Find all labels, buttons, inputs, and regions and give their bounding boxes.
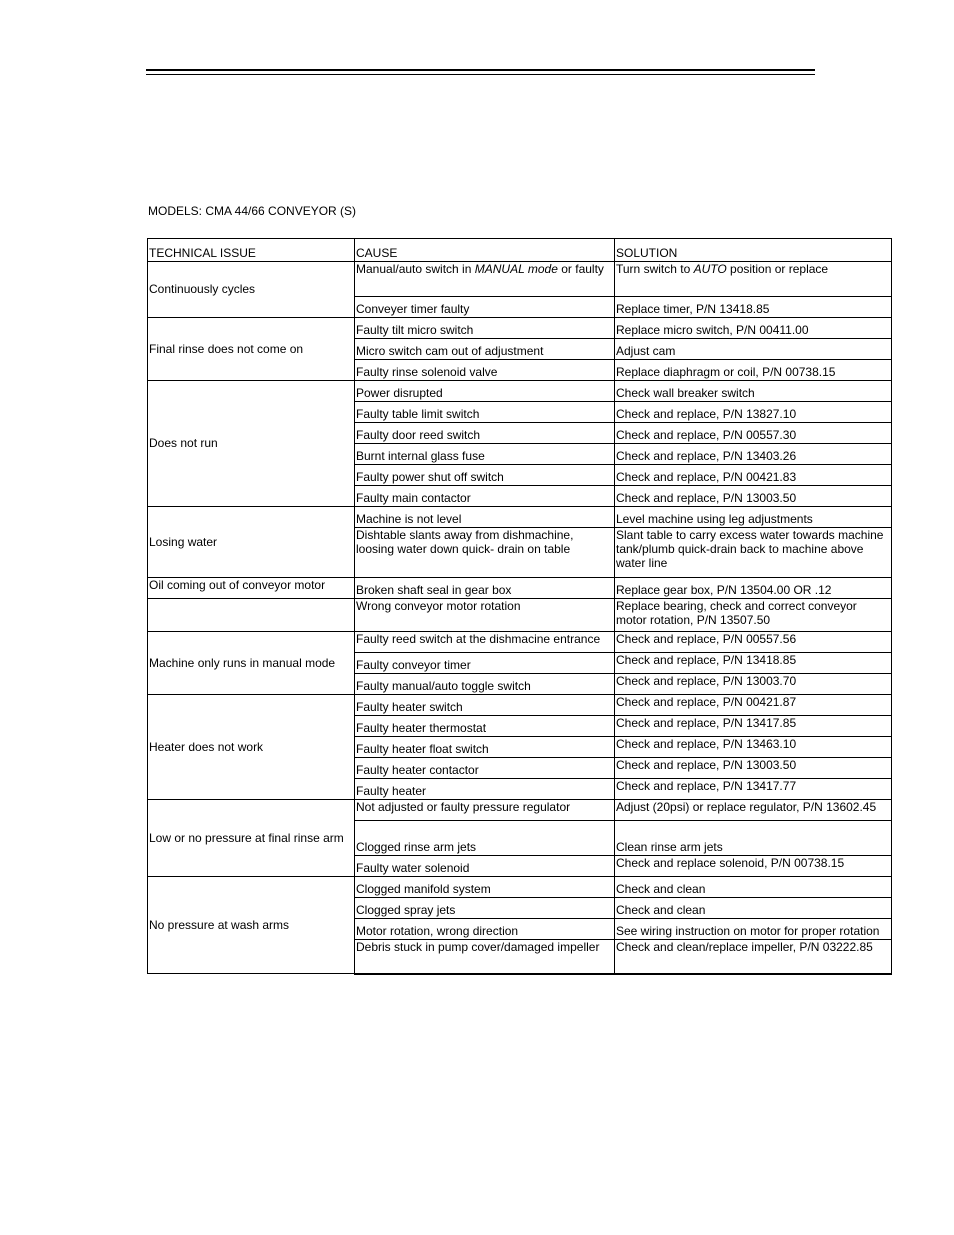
solution-cell: Check and replace, P/N 13417.77 [615,779,892,800]
issue-cell [148,599,355,632]
cause-cell: Faulty power shut off switch [355,465,615,486]
table-row [148,578,892,599]
table-row [148,877,892,898]
header-rule-thin [146,74,815,75]
cause-cell: Micro switch cam out of adjustment [355,339,615,360]
cause-cell: Faulty heater thermostat [355,716,615,737]
header-solution: SOLUTION [615,239,892,262]
cause-cell: Faulty heater contactor [355,758,615,779]
solution-cell: Check and replace, P/N 00557.30 [615,423,892,444]
solution-cell: Check and replace, P/N 13418.85 [615,653,892,674]
solution-cell: Check and replace, P/N 13003.50 [615,758,892,779]
solution-cell: Check and replace solenoid, P/N 00738.15 [615,856,892,877]
solution-cell: Slant table to carry excess water towards machine tank/plumb quick-drain back to machine above water line [615,528,892,578]
cause-cell: Faulty conveyor timer [355,653,615,674]
issue-cell: Oil coming out of conveyor motor [148,578,355,599]
solution-cell: Check and clean/replace impeller, P/N 03222.85 [615,940,892,974]
solution-cell: Replace gear box, P/N 13504.00 OR .12 [615,578,892,599]
solution-cell: Check and replace, P/N 13827.10 [615,402,892,423]
cause-cell: Faulty water solenoid [355,856,615,877]
cause-cell: Clogged manifold system [355,877,615,898]
solution-cell: Replace diaphragm or coil, P/N 00738.15 [615,360,892,381]
cause-cell: Faulty heater float switch [355,737,615,758]
solution-cell: Check wall breaker switch [615,381,892,402]
header-cause: CAUSE [355,239,615,262]
cause-cell: Faulty door reed switch [355,423,615,444]
solution-cell: Check and replace, P/N 00557.56 [615,632,892,653]
solution-cell: Check and replace, P/N 13003.70 [615,674,892,695]
table-header-row [148,239,892,262]
solution-cell: Check and replace, P/N 00421.83 [615,465,892,486]
cause-cell: Broken shaft seal in gear box [355,578,615,599]
solution-cell: Adjust (20psi) or replace regulator, P/N 13602.45 [615,800,892,821]
cause-cell: Faulty main contactor [355,486,615,507]
cause-cell: Faulty reed switch at the dishmacine entrance [355,632,615,653]
solution-cell: Check and replace, P/N 13003.50 [615,486,892,507]
issue-cell: Low or no pressure at final rinse arm [148,800,355,877]
solution-cell: Turn switch to AUTO position or replace [615,262,892,297]
issue-cell: Does not run [148,381,355,507]
solution-cell: Clean rinse arm jets [615,821,892,856]
cause-cell: Clogged rinse arm jets [355,821,615,856]
header-technical-issue: TECHNICAL ISSUE [148,239,355,262]
solution-cell: Check and replace, P/N 13463.10 [615,737,892,758]
solution-cell: Adjust cam [615,339,892,360]
issue-cell: Heater does not work [148,695,355,800]
issue-cell: Continuously cycles [148,262,355,318]
troubleshooting-table [147,238,892,975]
table-row [148,318,892,339]
header-rule-thick [146,69,815,71]
table-row [148,599,892,632]
cause-cell: Conveyer timer faulty [355,297,615,318]
solution-cell: Check and replace, P/N 00421.87 [615,695,892,716]
solution-cell: Check and clean [615,877,892,898]
cause-cell: Wrong conveyor motor rotation [355,599,615,632]
cause-cell: Faulty table limit switch [355,402,615,423]
table-row [148,262,892,297]
cause-cell: Manual/auto switch in MANUAL mode or faulty [355,262,615,297]
issue-cell: No pressure at wash arms [148,877,355,974]
cause-cell: Dishtable slants away from dishmachine, loosing water down quick- drain on table [355,528,615,578]
cause-cell: Faulty rinse solenoid valve [355,360,615,381]
solution-cell: See wiring instruction on motor for proper rotation [615,919,892,940]
cause-cell: Faulty heater [355,779,615,800]
table-row [148,381,892,402]
table-row [148,507,892,528]
solution-cell: Check and replace, P/N 13403.26 [615,444,892,465]
cause-cell: Faulty heater switch [355,695,615,716]
cause-cell: Faulty manual/auto toggle switch [355,674,615,695]
cause-cell: Motor rotation, wrong direction [355,919,615,940]
table-row [148,695,892,716]
issue-cell: Machine only runs in manual mode [148,632,355,695]
cause-cell: Power disrupted [355,381,615,402]
cause-cell: Not adjusted or faulty pressure regulator [355,800,615,821]
solution-cell: Replace bearing, check and correct conveyor motor rotation, P/N 13507.50 [615,599,892,632]
solution-cell: Check and replace, P/N 13417.85 [615,716,892,737]
table-row [148,800,892,821]
solution-cell: Level machine using leg adjustments [615,507,892,528]
cause-cell: Machine is not level [355,507,615,528]
solution-cell: Check and clean [615,898,892,919]
models-label: MODELS: CMA 44/66 CONVEYOR (S) [148,204,357,218]
issue-cell: Final rinse does not come on [148,318,355,381]
solution-cell: Replace micro switch, P/N 00411.00 [615,318,892,339]
issue-cell: Losing water [148,507,355,578]
cause-cell: Clogged spray jets [355,898,615,919]
table-row [148,632,892,653]
solution-cell: Replace timer, P/N 13418.85 [615,297,892,318]
cause-cell: Burnt internal glass fuse [355,444,615,465]
cause-cell: Debris stuck in pump cover/damaged impeller [355,940,615,974]
cause-cell: Faulty tilt micro switch [355,318,615,339]
